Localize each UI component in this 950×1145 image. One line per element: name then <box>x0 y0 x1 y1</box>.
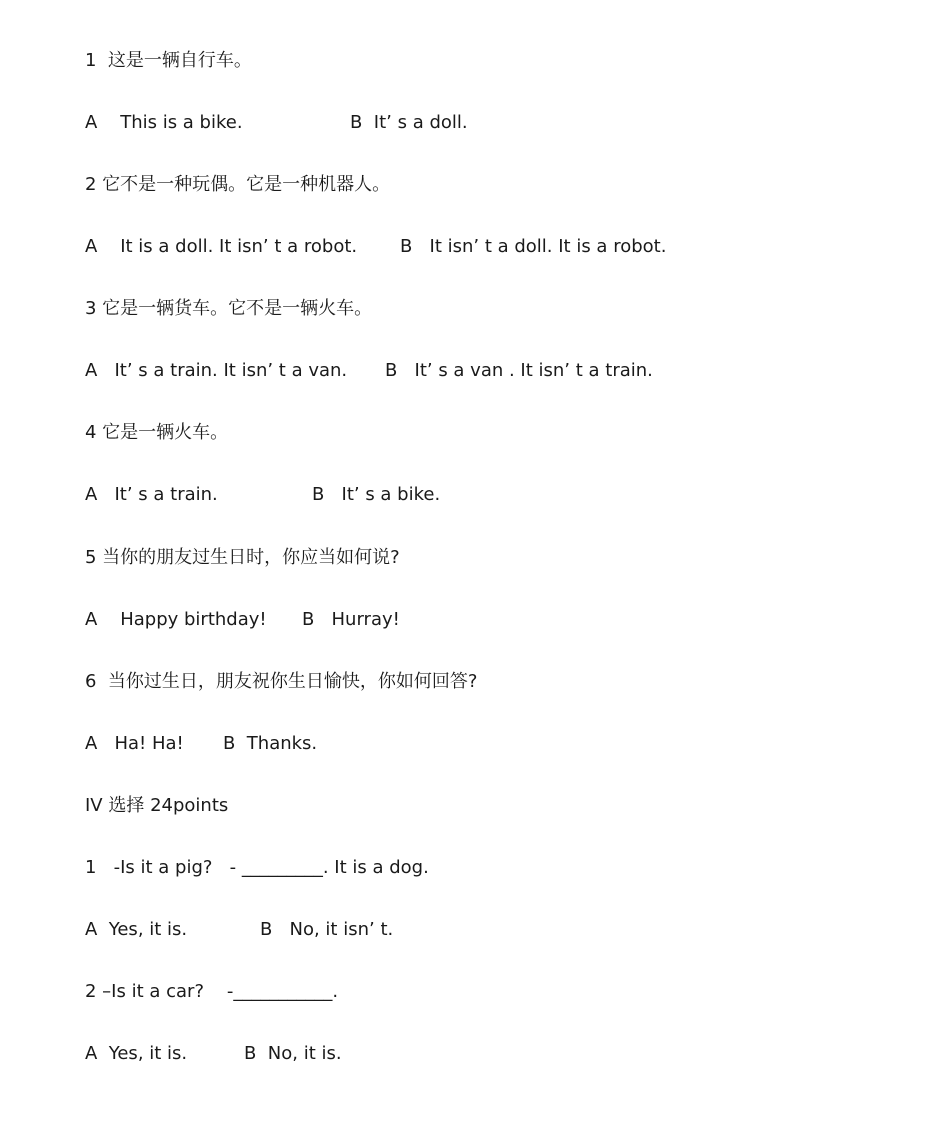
section-4-question-1-options <box>85 917 394 943</box>
question-2-option-b: B It isn’ t a doll. It is a robot. <box>400 236 667 257</box>
question-6-prompt: 6 当你过生日，朋友祝你生日愉快，你如何回答? <box>85 671 478 692</box>
question-4-options <box>85 482 441 508</box>
section-4-question-2-option-b: B No, it is. <box>244 1043 342 1064</box>
question-5-option-a: A Happy birthday! <box>85 609 267 630</box>
question-5-options <box>85 607 400 633</box>
question-5-prompt: 5 当你的朋友过生日时，你应当如何说? <box>85 547 400 568</box>
question-6-option-b: B Thanks. <box>223 733 318 754</box>
question-1-options <box>85 110 468 136</box>
question-4-option-b: B It’ s a bike. <box>312 484 441 505</box>
section-4-question-2-options <box>85 1041 342 1067</box>
question-3-options <box>85 358 653 384</box>
section-4-heading: IV 选择 24points <box>85 795 229 816</box>
question-6-options <box>85 731 318 757</box>
section-4-question-1-option-a: A Yes, it is. <box>85 919 188 940</box>
question-4-option-a: A It’ s a train. <box>85 484 218 505</box>
question-2-prompt: 2 它不是一种玩偶。它是一种机器人。 <box>85 174 391 195</box>
section-4-question-1-option-b: B No, it isn’ t. <box>260 919 394 940</box>
question-3-option-b: B It’ s a van . It isn’ t a train. <box>385 360 653 381</box>
question-6-option-a: A Ha! Ha! <box>85 733 184 754</box>
question-4-prompt: 4 它是一辆火车。 <box>85 422 229 443</box>
question-5-option-b: B Hurray! <box>302 609 400 630</box>
question-1-prompt: 1 这是一辆自行车。 <box>85 50 252 71</box>
question-2-option-a: A It is a doll. It isn’ t a robot. <box>85 236 358 257</box>
section-4-question-2-option-a: A Yes, it is. <box>85 1043 188 1064</box>
question-3-prompt: 3 它是一辆货车。它不是一辆火车。 <box>85 298 373 319</box>
section-4-question-2-prompt: 2 –Is it a car? -___________. <box>85 981 339 1002</box>
section-4-question-1-prompt: 1 -Is it a pig? - _________. It is a dog. <box>85 857 429 878</box>
question-1-option-b: B It’ s a doll. <box>350 112 468 133</box>
question-2-options <box>85 234 667 260</box>
question-1-option-a: A This is a bike. <box>85 112 243 133</box>
question-3-option-a: A It’ s a train. It isn’ t a van. <box>85 360 348 381</box>
